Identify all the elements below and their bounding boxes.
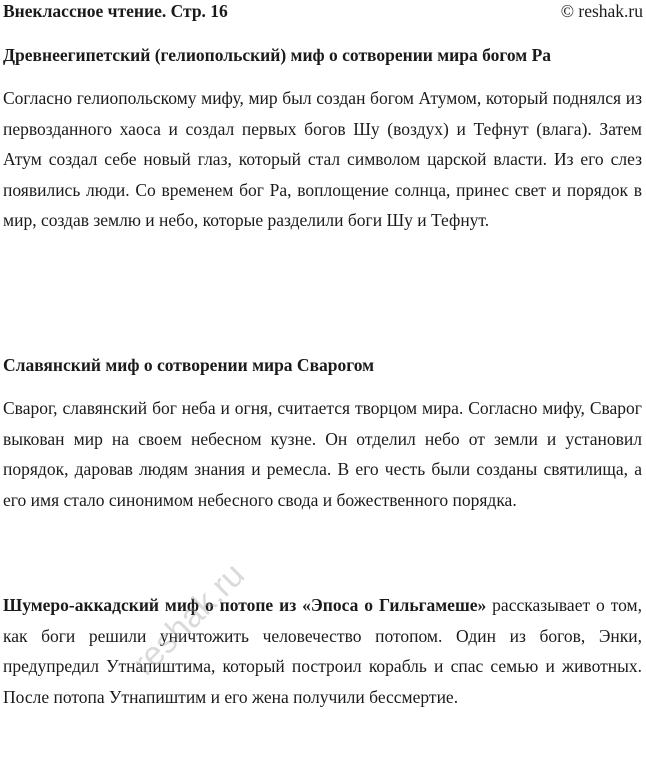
section-slavic <box>3 350 642 515</box>
section-heading: Славянский миф о сотворении мира Сварогом <box>3 355 375 375</box>
section-sumerian <box>3 590 642 712</box>
section-paragraph: Согласно гелиопольскому мифу, мир был создан богом Атумом, который поднялся из первозданного хаоса и создал первых богов Шу (воздух) и Тефнут (влага). Затем Атум создал себе новый глаз, который стал символом царской власти. Из его слез появились люди. Со временем бог Ра, воплощение солнца, принес свет и порядок в мир, создав землю и небо, которые разделили боги Шу и Тефнут. <box>3 88 642 231</box>
section-heading: Древнеегипетский (гелиопольский) миф о сотворении мира богом Ра <box>3 45 552 65</box>
page-header-title: Внеклассное чтение. Стр. 16 <box>3 1 228 21</box>
section-text: рассказывает о том, как боги решили уничтожить человечество потопом. Один из богов, Энки, предупредил Утнапиштима, который построил корабль и спас семью и животных. После потопа Утнапиштим и его жена получили бессмертие. <box>3 595 642 707</box>
section-lead: Шумеро-аккадский миф о потопе из «Эпоса о Гильгамеше» <box>3 595 487 615</box>
watermark: reshak.ru <box>124 555 253 683</box>
page-header-source: © reshak.ru <box>560 1 643 21</box>
section-paragraph: Сварог, славянский бог неба и огня, считается творцом мира. Согласно мифу, Сварог выкован мир на своем небесном кузне. Он отделил небо от земли и установил порядок, даровав людям знания и ремесла. В его честь были созданы святилища, а его имя стало синонимом небесного свода и божественного порядка. <box>3 398 642 510</box>
section-paragraph <box>3 590 642 712</box>
section-egypt <box>3 40 642 236</box>
